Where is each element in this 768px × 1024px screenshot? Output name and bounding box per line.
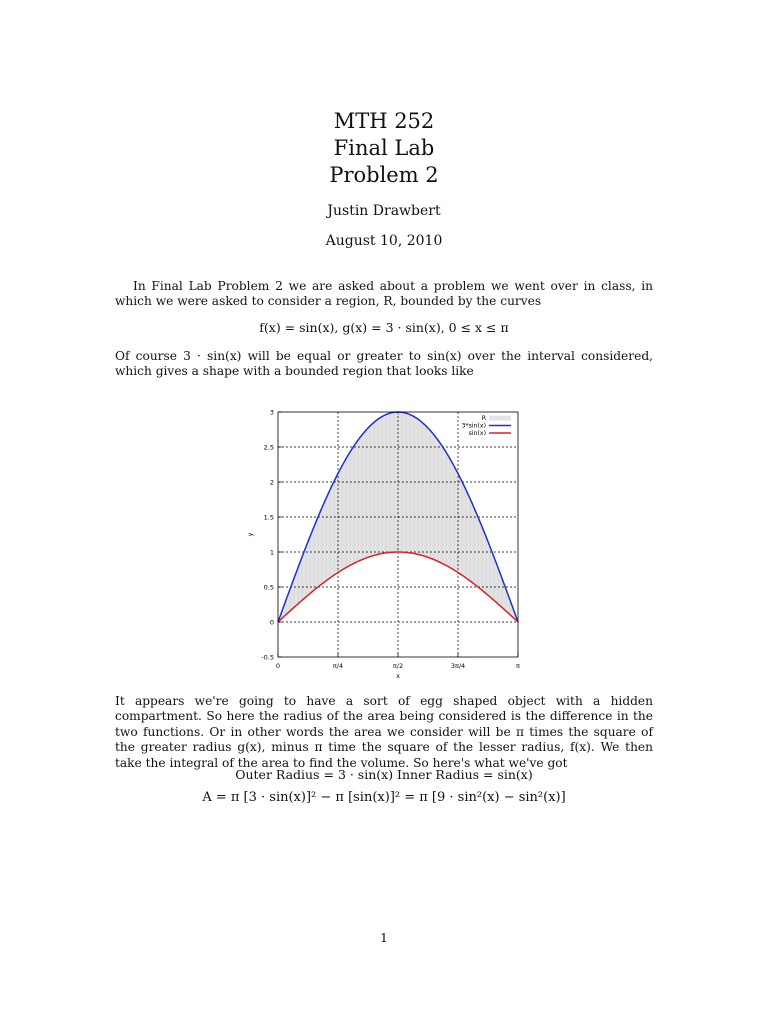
page-number: 1: [380, 930, 388, 945]
y-tick-label: 1.5: [263, 513, 274, 522]
y-tick-label: 0: [269, 618, 274, 627]
y-tick-label: 2: [269, 478, 274, 487]
x-tick-label: π/2: [392, 662, 404, 670]
y-tick-label: 0.5: [263, 583, 274, 592]
y-tick-label: 2.5: [263, 443, 274, 452]
title-course: MTH 252: [333, 109, 435, 133]
title-lab: Final Lab: [333, 136, 435, 160]
region-chart: [240, 394, 530, 684]
x-tick-label: 0: [275, 662, 281, 670]
title-block: [0, 108, 768, 189]
x-axis-label: x: [396, 672, 400, 680]
x-tick-label: 3π/4: [450, 662, 466, 670]
equation-radii: Outer Radius = 3 · sin(x) Inner Radius = sin(x): [235, 767, 533, 782]
date: August 10, 2010: [325, 233, 443, 249]
y-tick-label: 3: [269, 408, 274, 417]
equation-area: A = π [3 · sin(x)]² − π [sin(x)]² = π [9 · sin²(x) − sin²(x)]: [202, 790, 566, 805]
paragraph-intro: In Final Lab Problem 2 we are asked about a problem we went over in class, in which we were asked to consider a region, R, bounded by the curves: [115, 279, 653, 309]
paragraph-analysis: It appears we're going to have a sort of egg shaped object with a hidden compartment. So here the radius of the area being considered is the difference in the two functions. Or in other words the area we consider will be π times the square of the greater radius g(x), minus π time the square of the lesser radius, f(x). We then take the integral of the area to find the volume. So here's what we've got: [115, 694, 653, 770]
paragraph-region: Of course 3 · sin(x) will be equal or greater to sin(x) over the interval considered, which gives a shape with a bounded region that looks like: [115, 349, 653, 379]
y-axis-label: y: [246, 532, 254, 537]
author: Justin Drawbert: [327, 203, 441, 219]
chart-svg: [240, 394, 530, 684]
x-tick-label: π/4: [332, 662, 344, 670]
legend-label: 3*sin(x): [461, 422, 486, 430]
y-tick-label: -0.5: [261, 653, 274, 662]
legend-label: sin(x): [468, 430, 486, 437]
title-problem: Problem 2: [329, 163, 439, 187]
y-tick-label: 1: [269, 548, 274, 557]
equation-curves: f(x) = sin(x), g(x) = 3 · sin(x), 0 ≤ x ≤ π: [259, 320, 509, 335]
legend-label: R: [481, 415, 486, 422]
legend-layer: [462, 415, 511, 437]
x-tick-label: π: [516, 662, 520, 670]
legend-swatch-fill: [489, 416, 511, 421]
